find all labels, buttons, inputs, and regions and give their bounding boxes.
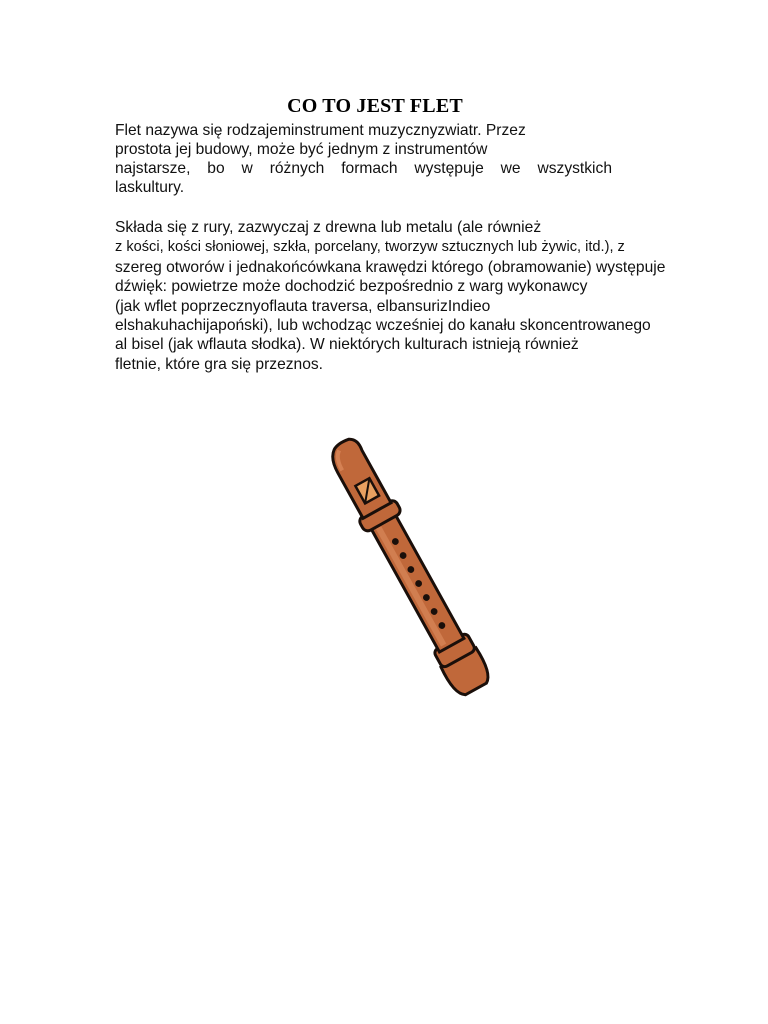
- paragraph-1-line-1: Flet nazywa się rodzajeminstrument muzycznyzwiatr. Przez: [115, 122, 526, 139]
- paragraph-2-line-1: Składa się z rury, zazwyczaj z drewna lub metalu (ale również: [115, 219, 542, 236]
- paragraph-2-line-2: z kości, kości słoniowej, szkła, porcelany, tworzyw sztucznych lub żywic, itd.), z: [115, 239, 625, 255]
- recorder-head: [326, 436, 392, 519]
- recorder-body: [321, 433, 494, 699]
- paragraph-2-line-3: szereg otworów i jednakońcówkana krawędzi którego (obramowanie) występuje: [115, 259, 666, 276]
- paragraph-2-line-5: (jak wflet poprzecznyoflauta traversa, elbansurizIndieo: [115, 298, 491, 315]
- page-title: CO TO JEST FLET: [287, 95, 463, 117]
- paragraph-1-line-4: laskultury.: [115, 179, 185, 196]
- paragraph-1-line-3: najstarsze, bo w różnych formach występuje we wszystkich: [115, 160, 612, 177]
- paragraph-2-line-7: al bisel (jak wflauta słodka). W niektórych kulturach istnieją również: [115, 336, 579, 353]
- recorder-illustration: [270, 420, 550, 720]
- paragraph-1-line-2: prostota jej budowy, może być jednym z instrumentów: [115, 141, 488, 158]
- paragraph-2-line-4: dźwięk: powietrze może dochodzić bezpośrednio z warg wykonawcy: [115, 278, 588, 295]
- paragraph-2-line-6: elshakuhachijapoński), lub wchodząc wcześniej do kanału skoncentrowanego: [115, 317, 651, 334]
- paragraph-2-line-8: fletnie, które gra się przeznos.: [115, 356, 324, 373]
